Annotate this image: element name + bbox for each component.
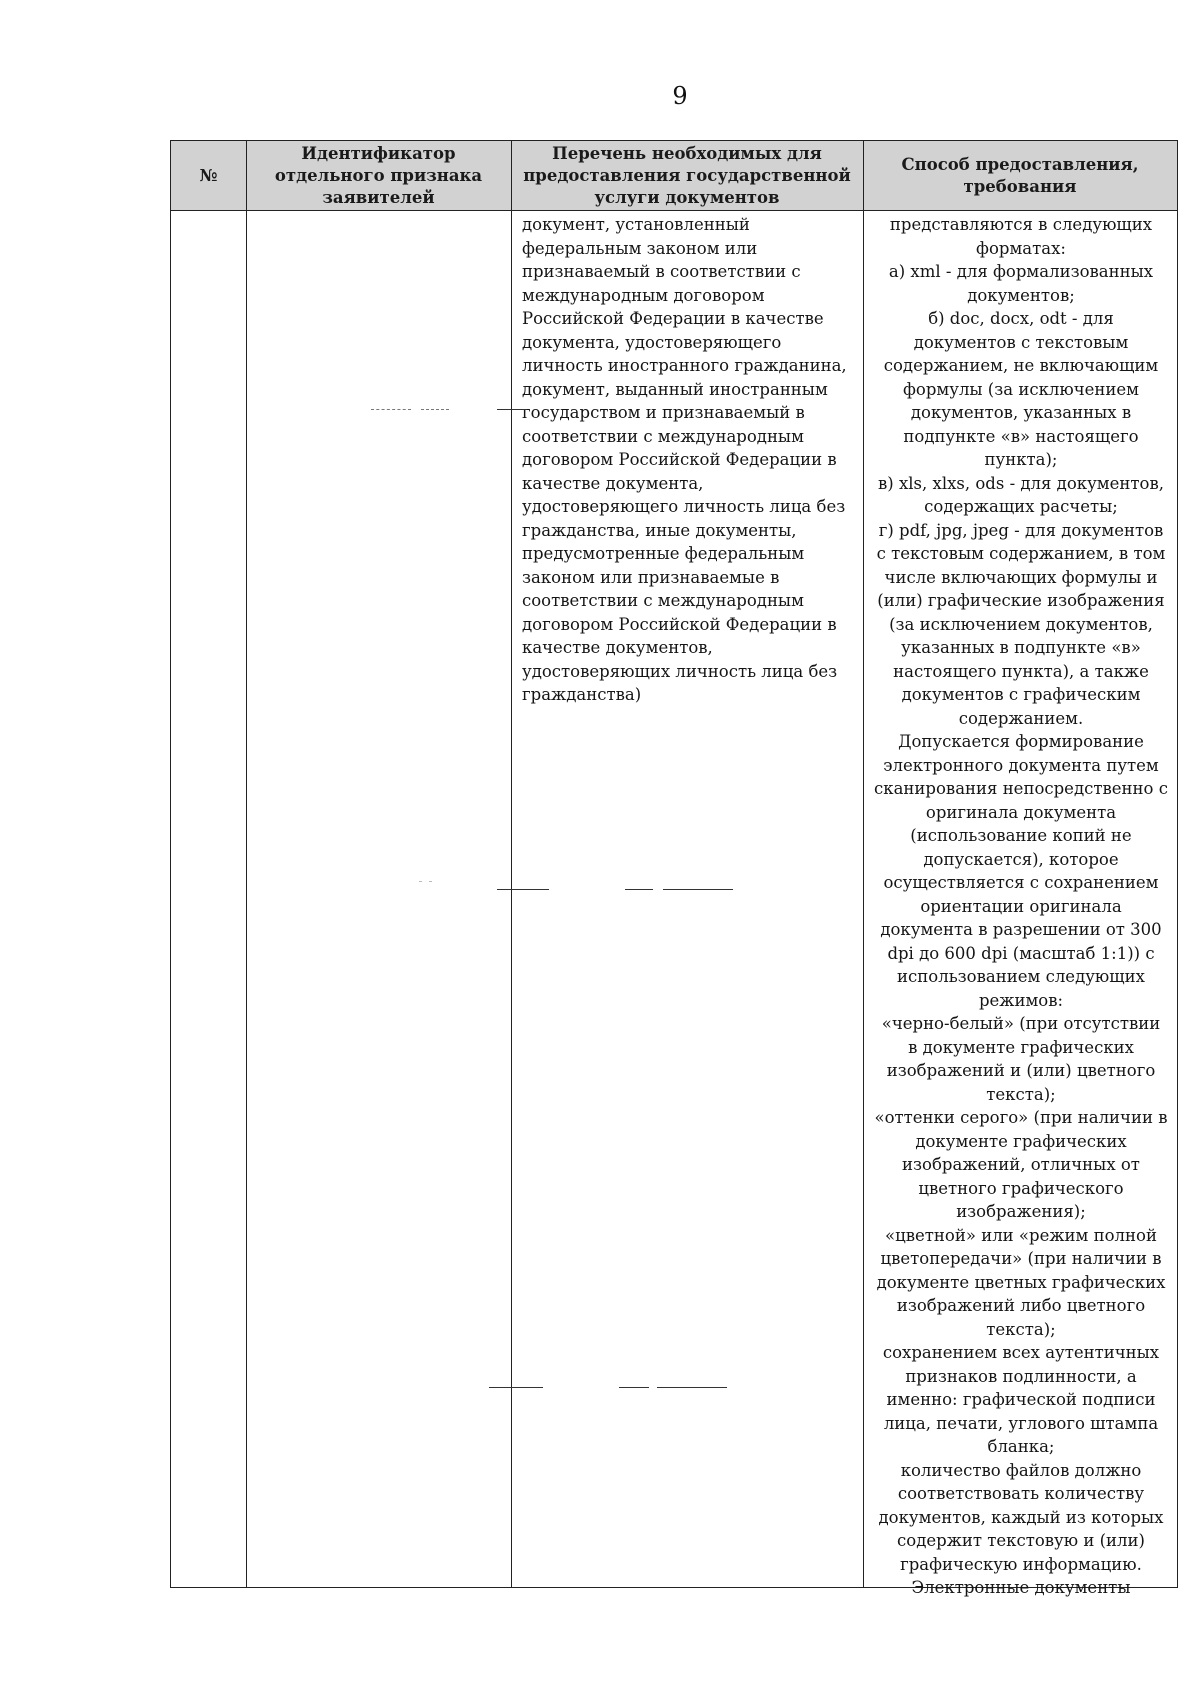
text-line: ориентации оригинала xyxy=(920,896,1122,916)
scan-artifact-line xyxy=(619,1387,649,1388)
text-line: признаваемый в соответствии с xyxy=(522,262,801,281)
text-line: (за исключением документов, xyxy=(889,614,1153,634)
text-line: изображения); xyxy=(956,1202,1086,1221)
header-line: предоставления государственной xyxy=(523,166,851,185)
header-applicant-identifier xyxy=(246,141,511,211)
scan-artifact-line xyxy=(497,889,549,890)
scan-speck xyxy=(419,881,422,882)
text-line: изображений либо цветного xyxy=(896,1296,1146,1315)
text-line: соответствовать количеству xyxy=(897,1484,1145,1503)
text-line: б) doc, docx, odt - для xyxy=(928,309,1114,328)
text-line: режимов: xyxy=(978,990,1064,1010)
text-line: содержанием, не включающим xyxy=(883,356,1159,375)
table-header-row xyxy=(171,141,1177,211)
page-number: 9 xyxy=(672,82,688,110)
text-line: (или) графические изображения xyxy=(877,591,1165,610)
text-line: подпункте «в» настоящего xyxy=(903,426,1139,446)
text-line: Допускается формирование xyxy=(898,732,1144,751)
text-line: сканирования непосредственно с xyxy=(874,779,1168,798)
text-line: использованием следующих xyxy=(897,967,1145,986)
scan-artifact-line xyxy=(497,409,527,410)
requirements-table xyxy=(170,140,1178,1597)
text-line: документов; xyxy=(967,285,1075,305)
text-line: изображений и (или) цветного xyxy=(886,1061,1156,1080)
column-divider xyxy=(511,141,512,1587)
text-line: настоящего пункта), а также xyxy=(893,661,1149,681)
text-line: цветопередачи» (при наличии в xyxy=(880,1249,1162,1268)
text-line: государством и признаваемый в xyxy=(522,403,805,422)
text-line: гражданства) xyxy=(522,685,642,704)
text-line: количество файлов должно xyxy=(900,1460,1142,1480)
text-line: цветного графического xyxy=(918,1178,1124,1198)
text-line: документов с текстовым xyxy=(913,332,1129,352)
text-line: Российской Федерации в качестве xyxy=(522,309,824,328)
text-line: в документе графических xyxy=(908,1037,1134,1057)
scan-artifact-line xyxy=(657,1387,727,1388)
text-line: соответствии с международным xyxy=(522,426,804,446)
scan-artifact-line xyxy=(663,889,733,890)
text-line: договором Российской Федерации в xyxy=(522,614,837,634)
text-line: документе графических xyxy=(915,1131,1127,1151)
text-line: оригинала документа xyxy=(925,802,1117,822)
text-line: «черно-белый» (при отсутствии xyxy=(881,1014,1161,1033)
scan-artifact-line xyxy=(421,409,449,410)
header-line: требования xyxy=(963,177,1077,196)
text-line: гражданства, иные документы, xyxy=(522,520,797,540)
text-line: соответствии с международным xyxy=(522,591,804,610)
text-line: бланка; xyxy=(987,1437,1055,1456)
header-number-label: № xyxy=(199,166,218,185)
text-line: именно: графической подписи xyxy=(886,1390,1156,1409)
text-line: международным договором xyxy=(522,285,765,305)
header-line: Перечень необходимых для xyxy=(552,144,822,163)
text-line: личность иностранного гражданина, xyxy=(522,356,847,375)
text-line: изображений, отличных от xyxy=(902,1155,1140,1174)
text-line: г) pdf, jpg, jpeg - для документов xyxy=(878,520,1164,540)
header-line: Идентификатор xyxy=(301,144,456,163)
text-line: «цветной» или «режим полной xyxy=(885,1225,1157,1245)
scan-speck xyxy=(429,881,432,882)
text-line: допускается), которое xyxy=(923,849,1119,869)
text-line: графическую информацию. xyxy=(900,1554,1142,1574)
text-line: качестве документа, xyxy=(522,473,704,493)
text-line: документов, каждый из которых xyxy=(878,1507,1164,1527)
header-submission-method xyxy=(863,141,1177,211)
scan-artifact-line xyxy=(489,1387,543,1388)
text-line: документов, указанных в xyxy=(910,403,1132,422)
submission-method-cell xyxy=(871,213,1171,1600)
text-line: предусмотренные федеральным xyxy=(522,544,805,563)
header-line: услуги документов xyxy=(594,188,780,207)
text-line: содержащих расчеты; xyxy=(924,497,1118,516)
text-line: «оттенки серого» (при наличии в xyxy=(874,1108,1168,1127)
text-line: лица, печати, углового штампа xyxy=(883,1413,1159,1433)
text-line: документе цветных графических xyxy=(876,1272,1166,1292)
scan-artifact-line xyxy=(371,409,411,410)
text-line: содержанием. xyxy=(958,708,1084,728)
text-line: dpi до 600 dpi (масштаб 1:1)) с xyxy=(887,943,1155,963)
text-line: представляются в следующих xyxy=(889,215,1153,234)
text-line: документ, установленный xyxy=(522,215,750,234)
text-line: текста); xyxy=(986,1084,1056,1104)
text-line: качестве документов, xyxy=(522,638,713,657)
text-line: содержит текстовую и (или) xyxy=(897,1531,1145,1550)
text-line: пункта); xyxy=(984,450,1058,469)
text-line: документ, выданный иностранным xyxy=(522,379,828,399)
text-line: в) xls, xlxs, ods - для документов, xyxy=(878,473,1164,493)
column-divider xyxy=(863,141,864,1587)
text-line: сохранением всех аутентичных xyxy=(882,1343,1160,1362)
text-line: признаков подлинности, а xyxy=(905,1366,1137,1386)
column-divider xyxy=(246,141,247,1587)
text-line: документов с графическим xyxy=(901,685,1141,704)
text-line: числе включающих формулы и xyxy=(884,567,1158,587)
text-line: (использование копий не xyxy=(910,826,1132,845)
header-line: Способ предоставления, xyxy=(901,155,1139,174)
text-line: документа, удостоверяющего xyxy=(522,332,782,352)
header-line: заявителей xyxy=(322,188,435,207)
text-line: законом или признаваемые в xyxy=(522,567,780,587)
text-line: с текстовым содержанием, в том xyxy=(876,544,1166,563)
scan-artifact-line xyxy=(625,889,653,890)
text-line: осуществляется с сохранением xyxy=(883,873,1159,892)
text-line: документа в разрешении от 300 xyxy=(880,920,1162,939)
text-line: федеральным законом или xyxy=(522,238,758,258)
documents-list-cell xyxy=(522,213,862,707)
text-line: а) xml - для формализованных xyxy=(888,262,1154,281)
text-line: Электронные документы xyxy=(911,1578,1131,1597)
text-line: удостоверяющего личность лица без xyxy=(522,497,846,516)
text-line: форматах: xyxy=(976,238,1066,258)
header-documents-list xyxy=(511,141,863,211)
header-number xyxy=(171,141,246,211)
header-line: отдельного признака xyxy=(274,166,483,185)
text-line: договором Российской Федерации в xyxy=(522,450,837,469)
text-line: указанных в подпункте «в» xyxy=(901,638,1141,657)
text-line: удостоверяющих личность лица без xyxy=(522,661,838,681)
text-line: электронного документа путем xyxy=(883,755,1159,775)
text-line: текста); xyxy=(986,1319,1056,1339)
text-line: формулы (за исключением xyxy=(903,379,1139,399)
